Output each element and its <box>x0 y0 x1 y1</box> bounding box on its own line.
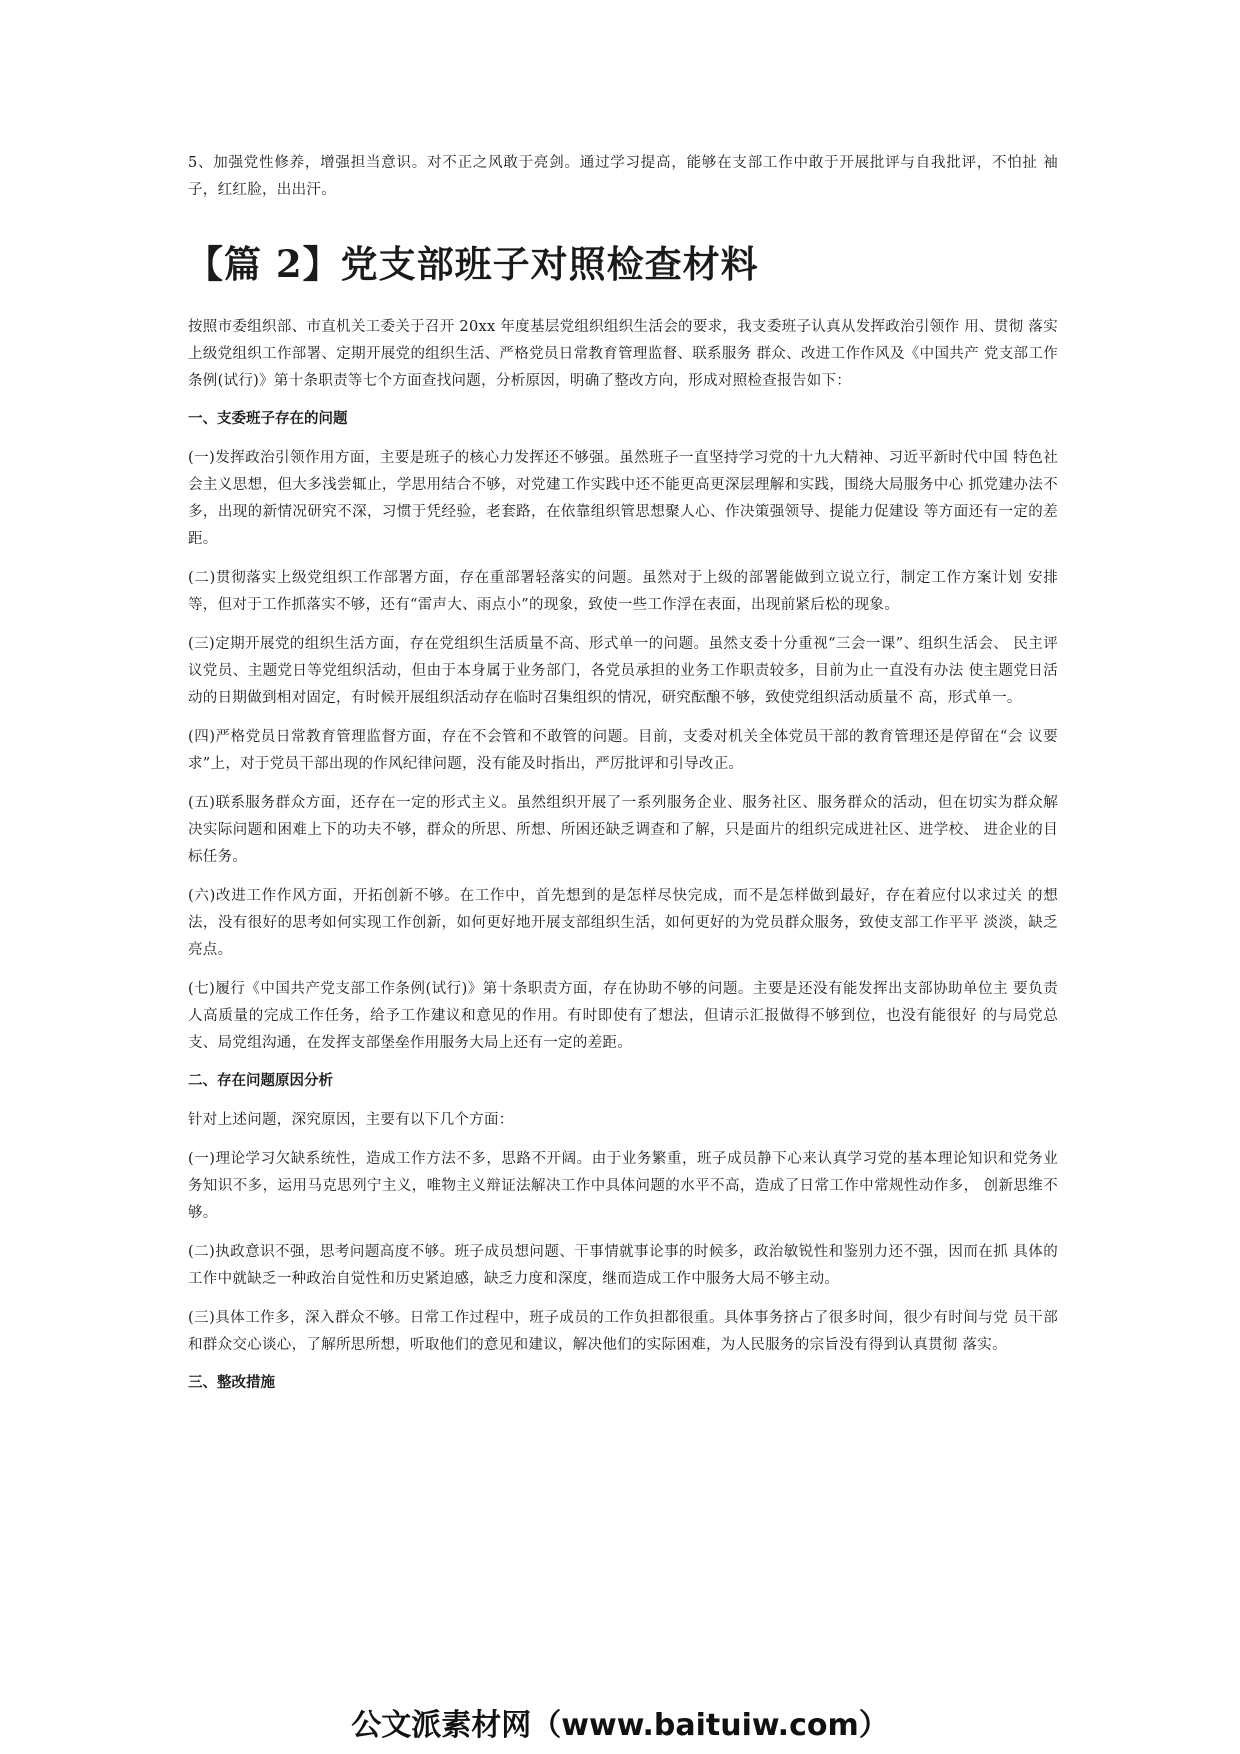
section1-item: (三)定期开展党的组织生活方面，存在党组织生活质量不高、形式单一的问题。虽然支委十分重视“三会一课”、组织生活会、 民主评议党员、主题党日等党组织活动，但由于本身属于业务部门，各党员承担的业务工作职责较多，目前为止一直没有办法 使主题党日活动的日期做到相对固定，有时候开展组织活动存在临时召集组织的情况，研究酝酿不够，致使党组织活动质量不 高，形式单一。 <box>188 636 1058 706</box>
section1-item: (五)联系服务群众方面，还存在一定的形式主义。虽然组织开展了一系列服务企业、服务社区、服务群众的活动，但在切实为群众解决实际问题和困难上下的功夫不够，群众的所思、所想、所困还缺乏调查和了解，只是面片的组织完成进社区、进学校、 进企业的目标任务。 <box>188 795 1058 865</box>
preamble: 按照市委组织部、市直机关工委关于召开 20xx 年度基层党组织组织生活会的要求，我支委班子认真从发挥政治引领作 用、贯彻 落实上级党组织工作部署、定期开展党的组织生活、严格党员日常教育管理监督、联系服务 群众、改进工作作风及《中国共产 党支部工作条例(试行)》第十条职责等七个方面查找问题，分析原因，明确了整改方向，形成对照检查报告如下： <box>188 319 1058 389</box>
footer-watermark: 公文派素材网（www.baituiw.com） <box>351 1708 889 1743</box>
section1-item: (四)严格党员日常教育管理监督方面，存在不会管和不敢管的问题。目前，支委对机关全体党员干部的教育管理还是停留在“会 议要求”上，对于党员干部出现的作风纪律问题，没有能及时指出，严厉批评和引导改正。 <box>188 729 1058 772</box>
section2-item: (二)执政意识不强，思考问题高度不够。班子成员想问题、干事情就事论事的时候多，政治敏锐性和鉴别力还不强，因而在抓 具体的工作中就缺乏一种政治自觉性和历史紧迫感，缺乏力度和深度，继而造成工作中服务大局不够主动。 <box>188 1244 1058 1287</box>
document-title: 【篇 2】党支部班子对照检查材料 <box>186 242 759 286</box>
intro-item: 5、加强党性修养，增强担当意识。对不正之风敢于亮剑。通过学习提高，能够在支部工作中敢于开展批评与自我批评，不怕扯 袖子，红红脸，出出汗。 <box>188 155 1058 198</box>
section2-heading: 二、存在问题原因分析 <box>188 1073 333 1089</box>
section2-lead: 针对上述问题，深究原因，主要有以下几个方面： <box>188 1112 514 1128</box>
section1-item: (二)贯彻落实上级党组织工作部署方面，存在重部署轻落实的问题。虽然对于上级的部署能做到立说立行，制定工作方案计划 安排等，但对于工作抓落实不够，还有“雷声大、雨点小”的现象，致使一些工作浮在表面，出现前紧后松的现象。 <box>188 570 1058 613</box>
section1-item: (一)发挥政治引领作用方面，主要是班子的核心力发挥还不够强。虽然班子一直坚持学习党的十九大精神、习近平新时代中国 特色社会主义思想，但大多浅尝辄止，学思用结合不够，对党建工作实践中还不能更高更深层理解和实践，围绕大局服务中心 抓党建办法不多，出现的新情况研究不深，习惯于凭经验，老套路，在依靠组织管思想聚人心、作决策强领导、提能力促建设 等方面还有一定的差距。 <box>188 450 1058 547</box>
section1-heading: 一、支委班子存在的问题 <box>188 411 348 427</box>
section2-item: (三)具体工作多，深入群众不够。日常工作过程中，班子成员的工作负担都很重。具体事务挤占了很多时间，很少有时间与党 员干部和群众交心谈心，了解所思所想，听取他们的意见和建议，解决他们的实际困难，为人民服务的宗旨没有得到认真贯彻 落实。 <box>188 1310 1058 1353</box>
document-body <box>188 150 1058 1409</box>
section1-item: (六)改进工作作风方面，开拓创新不够。在工作中，首先想到的是怎样尽快完成，而不是怎样做到最好，存在着应付以求过关 的想法，没有很好的思考如何实现工作创新，如何更好地开展支部组织生活，如何更好的为党员群众服务，致使支部工作平平 淡淡，缺乏亮点。 <box>188 888 1058 958</box>
section2-item: (一)理论学习欠缺系统性，造成工作方法不多，思路不开阔。由于业务繁重，班子成员静下心来认真学习党的基本理论知识和党务业务知识不多，运用马克思列宁主义，唯物主义辩证法解决工作中具体问题的水平不高，造成了日常工作中常规性动作多， 创新思维不够。 <box>188 1151 1058 1221</box>
section3-heading: 三、整改措施 <box>188 1375 275 1391</box>
section1-item: (七)履行《中国共产党支部工作条例(试行)》第十条职责方面，存在协助不够的问题。主要是还没有能发挥出支部协助单位主 要负责人高质量的完成工作任务，给予工作建议和意见的作用。有时即使有了想法，但请示汇报做得不够到位，也没有能很好 的与局党总支、局党组沟通，在发挥支部堡垒作用服务大局上还有一定的差距。 <box>188 981 1058 1051</box>
